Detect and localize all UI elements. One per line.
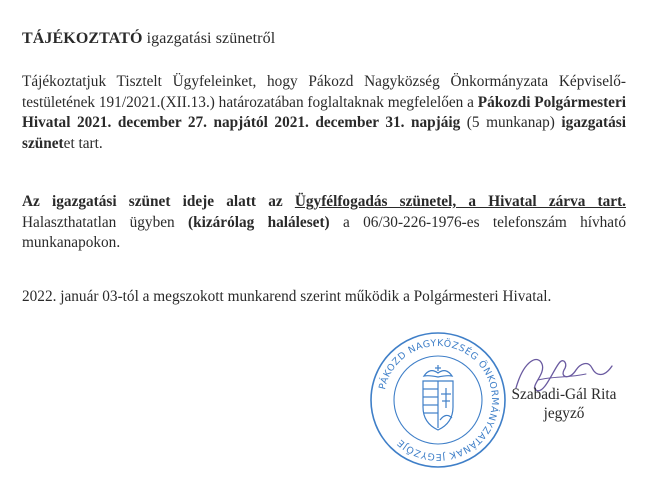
document-title <box>22 30 275 48</box>
title-rest: igazgatási szünetről <box>142 30 276 47</box>
p2-bold-1: Az igazgatási szünet ideje alatt az <box>22 193 295 210</box>
p1-bold-dates: Pákozdi Polgármesteri Hivatal 2021. december 27. napjától 2021. december 31. napjáig <box>22 93 627 131</box>
signer-title: jegyző <box>543 405 585 422</box>
p2-bold-2: (kizárólag haláleset) <box>188 213 330 231</box>
paragraph-closure <box>22 192 626 254</box>
coat-of-arms-icon <box>423 365 453 430</box>
p2-text-2: a 06/30-226-1976-es telefonszám hívható munkanapokon. <box>22 213 626 251</box>
p1-bold-term: igazgatási szünet <box>22 114 627 152</box>
paragraph-announcement <box>22 72 626 154</box>
p1-text-3: et tart. <box>63 134 103 152</box>
title-prefix: TÁJÉKOZTATÓ <box>22 30 143 47</box>
p1-text-2: (5 munkanap) <box>460 114 562 131</box>
official-stamp <box>368 330 508 470</box>
p2-text-1: Halaszthatatlan ügyben <box>22 213 188 231</box>
stamp-text: PÁKOZD NAGYKÖZSÉG ÖNKORMÁNYZATÁNAK JEGYZŐJE <box>377 337 501 463</box>
signature-block <box>500 385 628 423</box>
paragraph-resume: 2022. január 03-tól a megszokott munkarend szerint működik a Polgármesteri Hivatal. <box>22 288 552 305</box>
p2-bold-underlined: Ügyfélfogadás szünetel, a Hivatal zárva tart. <box>294 193 627 210</box>
signer-name: Szabadi-Gál Rita <box>511 386 617 403</box>
p1-text-1: Tájékoztatjuk Tisztelt Ügyfeleinket, hogy Pákozd Nagyközség Önkormányzata Képviselő-testületének 191/2021.(XII.13.) határozatában foglaltaknak megfelelően a <box>22 73 626 111</box>
